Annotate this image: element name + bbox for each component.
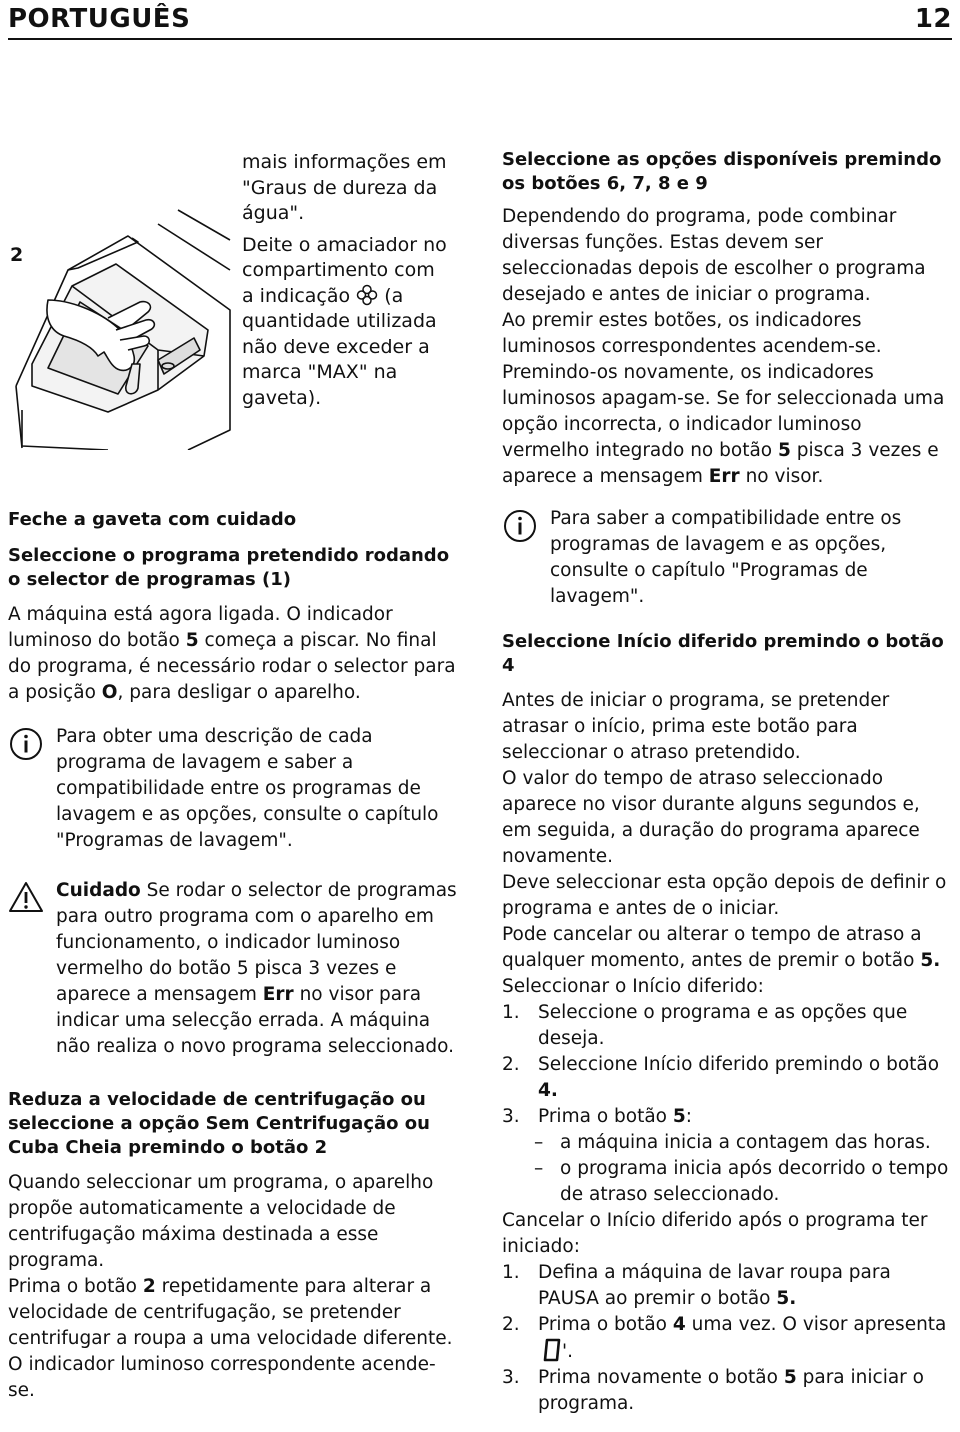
- paragraph-delay-2: O valor do tempo de atraso seleccionado aparece no visor durante alguns segundos e, em seguida, a duração do programa aparece novamente.: [502, 768, 920, 867]
- button-ref: 5: [783, 1367, 797, 1388]
- step-number: 2: [10, 244, 24, 266]
- button-ref: 2: [142, 1276, 156, 1297]
- softener-text-2: (a quantidade utilizada não deve exceder a marca "MAX" na gaveta).: [242, 284, 437, 409]
- text: A máquina está agora ligada. O indicador luminoso do botão: [8, 604, 393, 651]
- heading-options: Seleccione as opções disponíveis premindo os botões 6, 7, 8 e 9: [502, 149, 942, 194]
- paragraph-delay-1: Antes de iniciar o programa, se pretender atrasar o início, prima este botão para seleccionar o atraso pretendido.: [502, 690, 890, 763]
- text: Seleccione o programa e as opções que deseja.: [538, 1002, 908, 1049]
- paragraph-cancel: Cancelar o Início diferido após o programa ter iniciado:: [502, 1210, 928, 1257]
- list-item: [502, 1104, 954, 1130]
- text: no visor para indicar uma selecção errada. A máquina não realiza o novo programa seleccionado.: [56, 984, 454, 1057]
- text: o programa inicia após decorrido o tempo de atraso seleccionado.: [560, 1158, 949, 1205]
- text: '.: [562, 1341, 573, 1362]
- text: a máquina inicia a contagem das horas.: [560, 1132, 931, 1153]
- warning-text: [56, 878, 460, 1060]
- text: começa a piscar.: [204, 630, 360, 651]
- button-ref: 5: [778, 440, 791, 461]
- text: no visor.: [745, 466, 824, 487]
- button-ref: 5.: [920, 950, 941, 971]
- text: Pode cancelar ou alterar o tempo de atraso a qualquer momento, antes de premir o botão: [502, 924, 922, 971]
- err-ref: Err: [708, 466, 740, 487]
- paragraph-delay-3: Deve seleccionar esta opção depois de definir o programa e antes de o iniciar.: [502, 872, 947, 919]
- text: Prima o botão: [538, 1314, 667, 1335]
- err-ref: Err: [262, 984, 294, 1005]
- paragraph-machine-on: [8, 602, 460, 706]
- list-number: 3.: [502, 1367, 520, 1388]
- delay-substeps-list: [502, 1130, 954, 1208]
- button-ref: 5: [672, 1106, 686, 1127]
- list-item: [502, 1365, 954, 1417]
- text: para iniciar o programa.: [538, 1367, 924, 1414]
- list-number: 2.: [502, 1054, 520, 1075]
- list-item: [502, 1130, 954, 1156]
- flower-icon: [356, 284, 378, 306]
- language-title: PORTUGUÊS: [8, 4, 191, 34]
- text: Seleccione Início diferido premindo o botão: [538, 1054, 940, 1075]
- text: :: [685, 1106, 692, 1127]
- paragraph-spin-2: [8, 1274, 460, 1404]
- text: Prima o botão: [538, 1106, 667, 1127]
- middle-paragraph-2: [242, 233, 452, 412]
- button-ref: 4: [672, 1314, 686, 1335]
- display-zero-icon: [542, 1338, 562, 1362]
- text: Defina a máquina de lavar roupa para PAUSA ao premir o botão: [538, 1262, 891, 1309]
- page-header: [8, 4, 952, 40]
- list-item: [502, 1260, 954, 1312]
- list-item: [502, 1000, 954, 1052]
- text: repetidamente para alterar a velocidade de centrifugação, se pretender centrifugar a roupa a uma velocidade diferente. O indicador luminoso correspondente acende-se.: [8, 1276, 453, 1401]
- heading-select-program: Seleccione o programa pretendido rodando o selector de programas (1): [8, 545, 450, 590]
- info-note-1: [8, 724, 460, 854]
- text: Ao premir estes botões, os indicadores luminosos correspondentes acendem-se. Premindo-os novamente, os indicadores luminosos apagam-se. Se for seleccionada uma opção incorrecta, o indicador luminoso vermelho integrado no botão: [502, 310, 945, 461]
- delay-steps-list: [502, 1000, 954, 1130]
- page-number: 12: [914, 4, 952, 34]
- button-ref: 4.: [538, 1080, 558, 1101]
- text: uma vez. O visor apresenta: [691, 1314, 947, 1335]
- warning-title: Cuidado: [56, 880, 141, 901]
- warning-icon: [8, 880, 44, 914]
- paragraph-options-2: [502, 308, 954, 490]
- info-text-1: Para obter uma descrição de cada programa de lavagem e saber a compatibilidade entre os programas de lavagem e as opções, consulte o capítulo "Programas de lavagem".: [56, 726, 439, 851]
- button-ref: 5.: [776, 1288, 797, 1309]
- list-item: [502, 1312, 954, 1365]
- cancel-steps-list: [502, 1260, 954, 1417]
- info-icon: [502, 508, 538, 544]
- list-dash: –: [534, 1158, 544, 1179]
- middle-column: [242, 150, 452, 411]
- detergent-drawer-illustration: [8, 150, 232, 450]
- info-note-2: [502, 506, 954, 610]
- list-number: 3.: [502, 1106, 520, 1127]
- position-ref: O: [101, 682, 118, 703]
- paragraph-delay-4: [502, 922, 954, 974]
- text: Prima o botão: [8, 1276, 137, 1297]
- heading-spin-speed: Reduza a velocidade de centrifugação ou seleccione a opção Sem Centrifugação ou Cuba Cheia premindo o botão 2: [8, 1089, 430, 1158]
- list-item: [502, 1156, 954, 1208]
- info-text-2: Para saber a compatibilidade entre os programas de lavagem e as opções, consulte o capítulo "Programas de lavagem".: [550, 508, 902, 607]
- paragraph-spin-1: Quando seleccionar um programa, o aparelho propõe automaticamente a velocidade de centrifugação máxima destinada a esse programa.: [8, 1172, 434, 1271]
- text: , para desligar o aparelho.: [117, 682, 361, 703]
- warning-note: [8, 878, 460, 1060]
- list-number: 1.: [502, 1002, 520, 1023]
- list-dash: –: [534, 1132, 544, 1153]
- middle-paragraph-1: mais informações em "Graus de dureza da água".: [242, 151, 447, 224]
- info-icon: [8, 726, 44, 762]
- heading-close-drawer: Feche a gaveta com cuidado: [8, 509, 297, 530]
- paragraph-delay-5: Seleccionar o Início diferido:: [502, 976, 764, 997]
- list-number: 2.: [502, 1314, 520, 1335]
- text: pisca 3 vezes e aparece a mensagem: [502, 440, 939, 487]
- text: Se rodar o selector de programas para outro programa com o aparelho em funcionamento, o indicador luminoso vermelho do botão 5 pisca 3 vezes e aparece a mensagem: [56, 880, 457, 1005]
- list-number: 1.: [502, 1262, 520, 1283]
- list-item: [502, 1052, 954, 1104]
- text: Prima novamente o botão: [538, 1367, 778, 1388]
- right-column: [502, 148, 954, 1417]
- button-ref: 5: [185, 630, 199, 651]
- text: No final do programa, é necessário rodar o selector para a posição: [8, 630, 456, 703]
- softener-text: Deite o amaciador no compartimento com a indicação: [242, 233, 447, 307]
- paragraph-options-1: Dependendo do programa, pode combinar diversas funções. Estas devem ser seleccionadas depois de escolher o programa desejado e antes de iniciar o programa.: [502, 206, 926, 305]
- left-column: [8, 508, 460, 1404]
- heading-delay-start: Seleccione Início diferido premindo o botão 4: [502, 631, 944, 676]
